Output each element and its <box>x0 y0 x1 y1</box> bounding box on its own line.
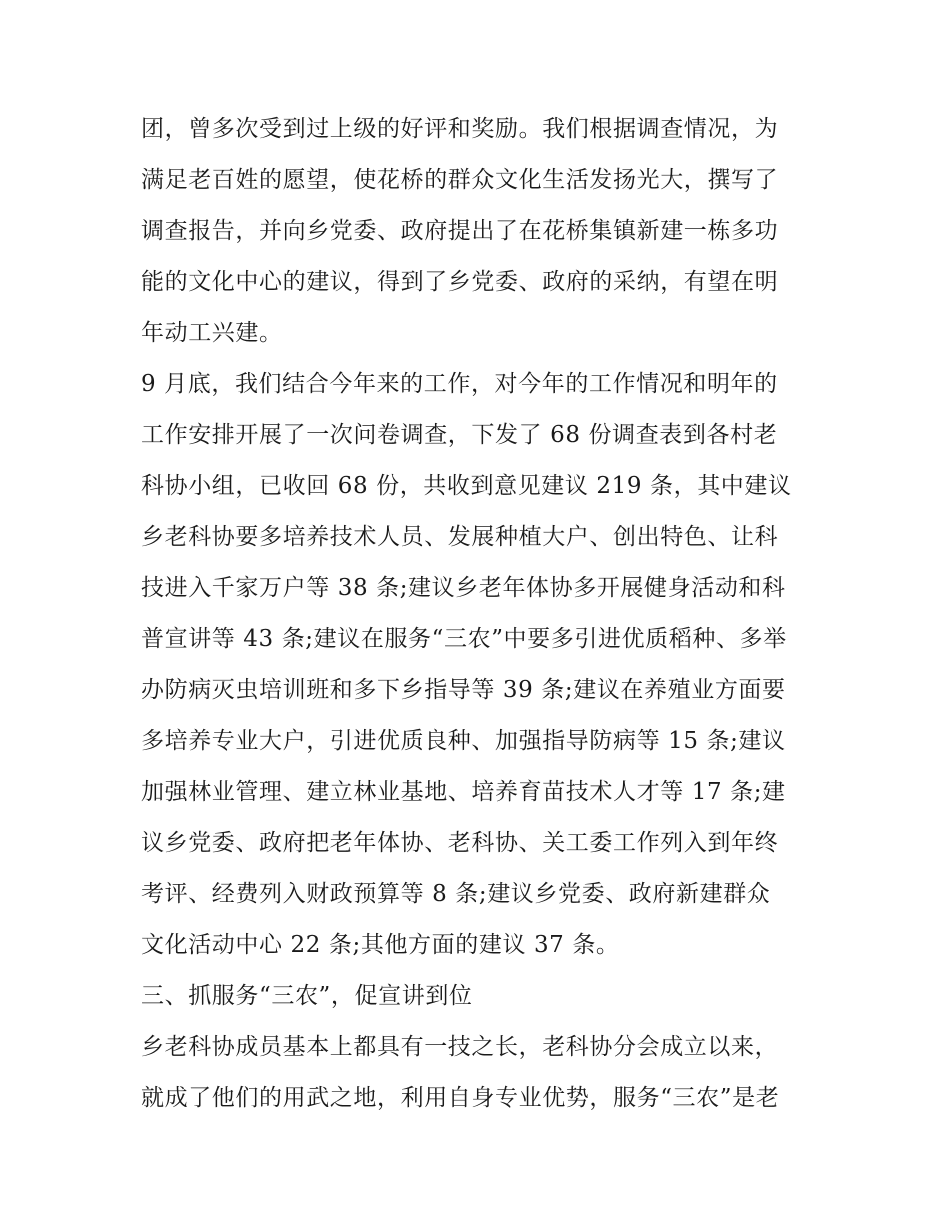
text-line: 工作安排开展了一次问卷调查，下发了 68 份调查表到各村老 <box>141 422 778 448</box>
text-line: 文化活动中心 22 条;其他方面的建议 37 条。 <box>141 932 620 958</box>
text-line: 议乡党委、政府把老年体协、老科协、关工委工作列入到年终 <box>141 830 779 856</box>
section-heading: 三、抓服务“三农”，促宣讲到位 <box>141 983 473 1009</box>
text-line: 技进入千家万户等 38 条;建议乡老年体协多开展健身活动和科 <box>141 575 786 601</box>
text-line: 能的文化中心的建议，得到了乡党委、政府的采纳，有望在明 <box>141 269 779 295</box>
text-line: 普宣讲等 43 条;建议在服务“三农”中要多引进优质稻种、多举 <box>141 626 787 652</box>
text-line: 调查报告，并向乡党委、政府提出了在花桥集镇新建一栋多功 <box>141 218 779 244</box>
text-line: 团，曾多次受到过上级的好评和奖励。我们根据调查情况，为 <box>141 116 779 142</box>
text-line: 加强林业管理、建立林业基地、培养育苗技术人才等 17 条;建 <box>141 779 786 805</box>
text-line: 就成了他们的用武之地，利用自身专业优势，服务“三农”是老 <box>141 1085 780 1111</box>
text-line: 乡老科协成员基本上都具有一技之长，老科协分会成立以来， <box>141 1034 779 1060</box>
text-line: 办防病灭虫培训班和多下乡指导等 39 条;建议在养殖业方面要 <box>141 677 786 703</box>
body-text <box>141 104 821 1124</box>
text-line: 科协小组，已收回 68 份，共收到意见建议 219 条，其中建议 <box>141 473 792 499</box>
text-line: 考评、经费列入财政预算等 8 条;建议乡党委、政府新建群众 <box>141 881 771 907</box>
text-line: 多培养专业大户，引进优质良种、加强指导防病等 15 条;建议 <box>141 728 786 754</box>
text-line: 乡老科协要多培养技术人员、发展种植大户、创出特色、让科 <box>141 524 779 550</box>
text-line: 年动工兴建。 <box>141 320 283 346</box>
text-line: 满足老百姓的愿望，使花桥的群众文化生活发扬光大，撰写了 <box>141 167 779 193</box>
text-line: 9 月底，我们结合今年来的工作，对今年的工作情况和明年的 <box>141 371 778 397</box>
